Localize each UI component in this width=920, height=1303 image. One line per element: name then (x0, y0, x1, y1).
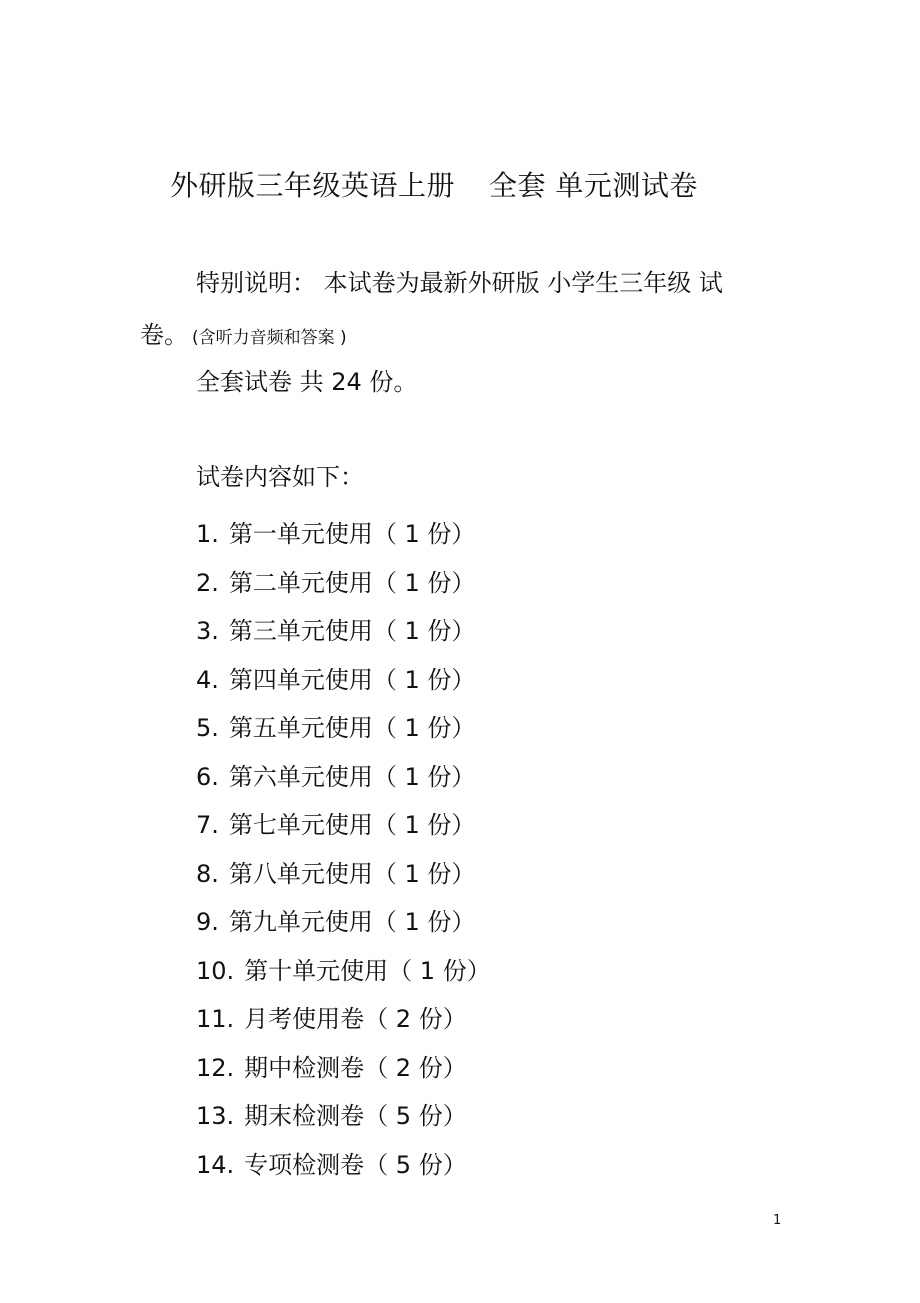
item-text: 期末检测卷（ 5 份） (244, 1102, 467, 1130)
special-note-line-2 (140, 318, 347, 355)
item-text: 专项检测卷（ 5 份） (244, 1150, 467, 1179)
list-item (196, 947, 491, 996)
list-item (196, 850, 491, 899)
item-number: 14. (196, 1150, 235, 1179)
item-text: 第一单元使用（ 1 份） (228, 520, 476, 548)
page-number: 1 (773, 1213, 782, 1228)
special-note-line-2-main: 卷。 (140, 321, 188, 349)
item-text: 第四单元使用（ 1 份） (228, 665, 476, 694)
item-text: 期中检测卷（ 2 份） (244, 1053, 467, 1082)
list-item (196, 898, 491, 947)
item-text: 第八单元使用（ 1 份） (228, 859, 476, 888)
list-item (196, 656, 491, 705)
list-item (196, 753, 491, 802)
item-number: 4. (196, 665, 219, 694)
list-item (196, 1141, 491, 1190)
item-text: 第九单元使用（ 1 份） (228, 908, 476, 936)
item-number: 2. (196, 568, 219, 597)
item-text: 第二单元使用（ 1 份） (228, 568, 476, 597)
special-note-line-2-small: (含听力音频和答案 ) (192, 328, 347, 348)
total-count-line: 全套试卷 共 24 份。 (196, 368, 418, 396)
item-number: 8. (196, 859, 219, 888)
item-number: 3. (196, 617, 219, 645)
document-title (170, 166, 698, 206)
list-item (196, 510, 491, 559)
item-number: 10. (196, 956, 235, 985)
title-part-2: 全套 单元测试卷 (489, 169, 698, 202)
list-item (196, 704, 491, 753)
item-number: 5. (196, 714, 219, 742)
title-part-1: 外研版三年级英语上册 (170, 169, 456, 202)
list-item (196, 559, 491, 608)
special-note-line-1: 特别说明： 本试卷为最新外研版 小学生三年级 试 (196, 269, 723, 297)
item-number: 7. (196, 811, 219, 839)
item-text: 第七单元使用（ 1 份） (228, 811, 476, 839)
item-number: 11. (196, 1005, 235, 1033)
item-number: 6. (196, 762, 219, 791)
list-item (196, 1044, 491, 1093)
list-item (196, 801, 491, 850)
contents-heading: 试卷内容如下： (196, 463, 364, 491)
item-number: 13. (196, 1102, 235, 1130)
item-text: 第十单元使用（ 1 份） (244, 956, 491, 985)
list-item (196, 995, 491, 1044)
list-item (196, 1092, 491, 1141)
item-number: 1. (196, 520, 219, 548)
item-text: 月考使用卷（ 2 份） (244, 1005, 467, 1033)
item-number: 9. (196, 908, 219, 936)
item-text: 第三单元使用（ 1 份） (228, 617, 476, 645)
item-number: 12. (196, 1053, 235, 1082)
item-text: 第五单元使用（ 1 份） (228, 714, 476, 742)
contents-list (196, 510, 491, 1189)
list-item (196, 607, 491, 656)
item-text: 第六单元使用（ 1 份） (228, 762, 476, 791)
